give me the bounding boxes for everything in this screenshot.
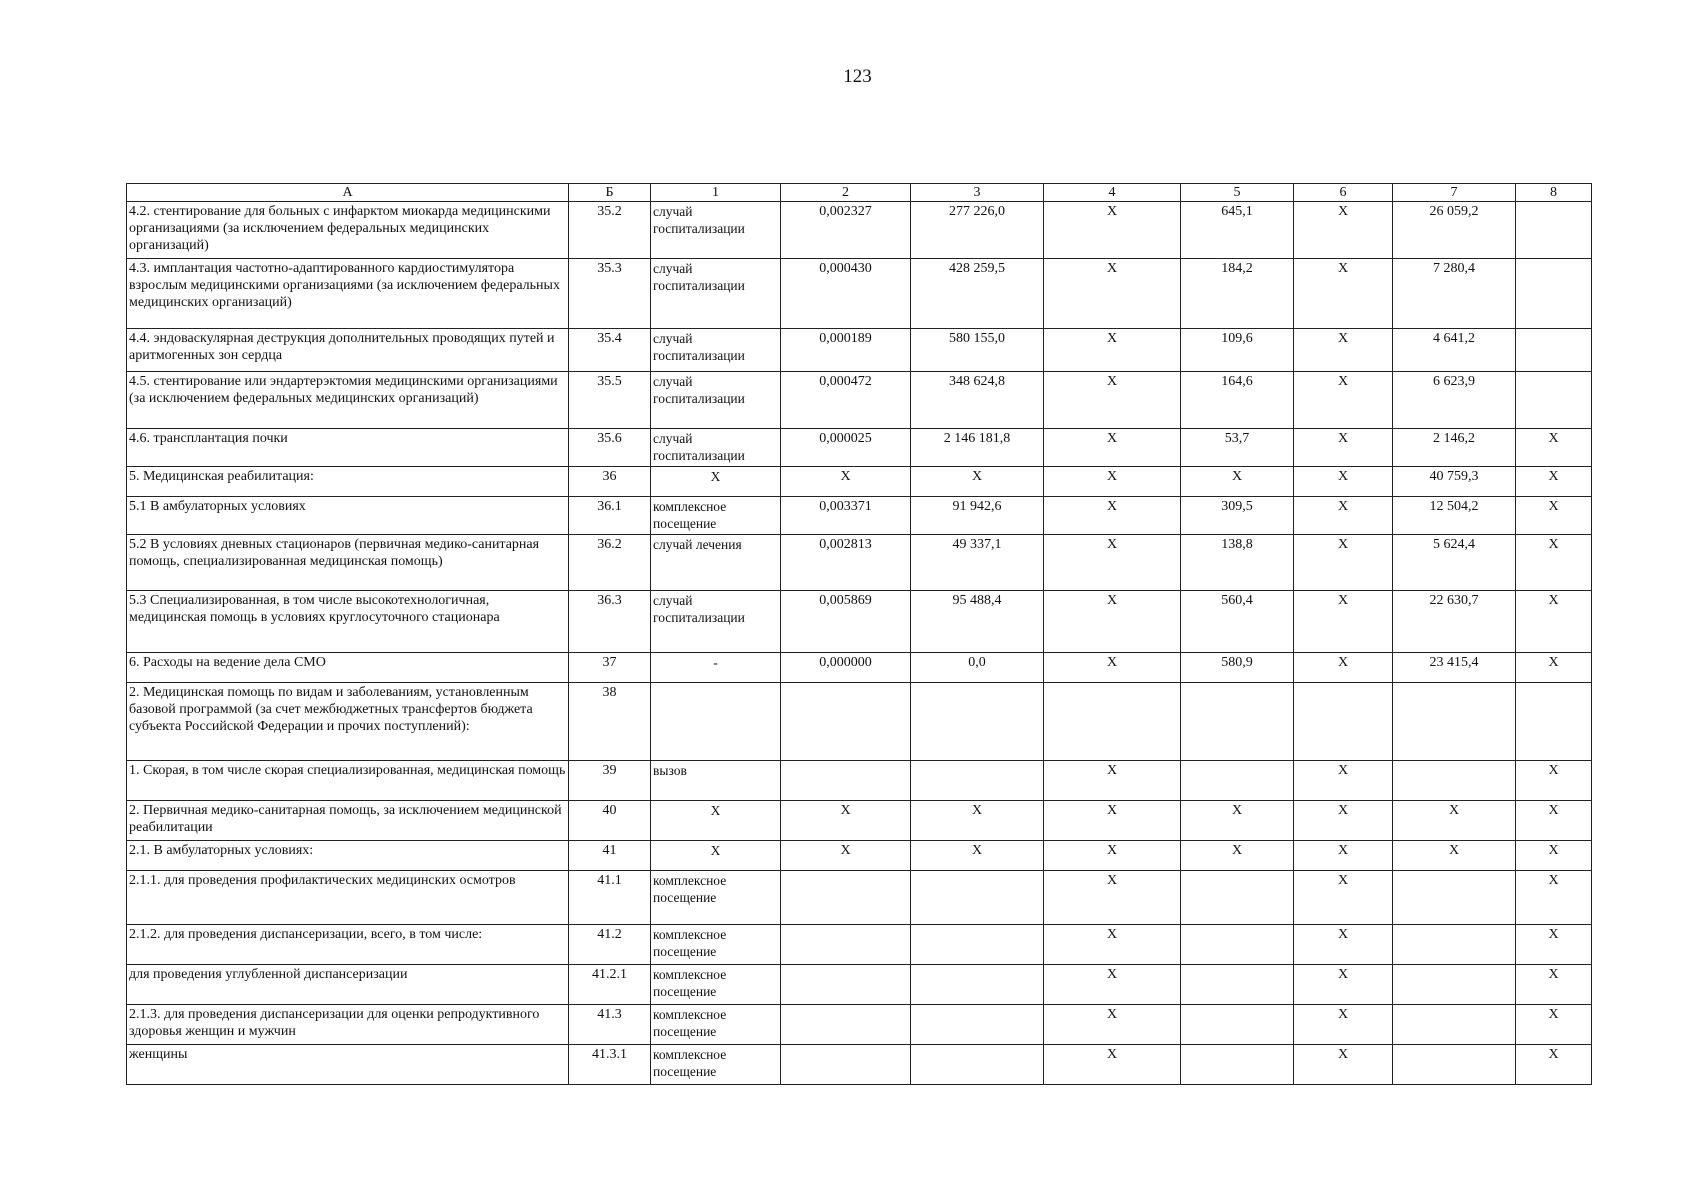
row-code-cell: 35.4	[569, 329, 651, 372]
value-cell-3	[911, 965, 1044, 1005]
value-cell-4: X	[1044, 329, 1181, 372]
row-name-cell: 4.3. имплантация частотно-адаптированного кардиостимулятора взрослым медицинскими организациями (за исключением федеральных медицинских организаций)	[127, 259, 569, 329]
value-cell-7: 23 415,4	[1393, 653, 1516, 683]
column-header: 2	[781, 184, 911, 202]
value-cell-8: X	[1516, 429, 1592, 467]
row-name-cell: 6. Расходы на ведение дела СМО	[127, 653, 569, 683]
row-name-cell: 4.6. трансплантация почки	[127, 429, 569, 467]
value-cell-2	[781, 1005, 911, 1045]
row-code-cell: 35.6	[569, 429, 651, 467]
unit-cell: случай госпитализации	[651, 259, 781, 329]
table-row	[127, 1005, 1592, 1045]
unit-cell: случай госпитализации	[651, 372, 781, 429]
value-cell-5	[1181, 761, 1294, 801]
value-cell-7: X	[1393, 841, 1516, 871]
value-cell-7: 2 146,2	[1393, 429, 1516, 467]
unit-cell: вызов	[651, 761, 781, 801]
unit-cell: комплексное посещение	[651, 497, 781, 535]
value-cell-4: X	[1044, 965, 1181, 1005]
row-code-cell: 37	[569, 653, 651, 683]
value-cell-3: 277 226,0	[911, 202, 1044, 259]
unit-cell: X	[651, 467, 781, 497]
row-name-cell: 4.5. стентирование или эндартерэктомия медицинскими организациями (за исключением федеральных медицинских организаций)	[127, 372, 569, 429]
row-code-cell: 35.2	[569, 202, 651, 259]
row-name-cell: 2.1.3. для проведения диспансеризации для оценки репродуктивного здоровья женщин и мужчин	[127, 1005, 569, 1045]
value-cell-5: 138,8	[1181, 535, 1294, 591]
value-cell-2	[781, 965, 911, 1005]
value-cell-5	[1181, 1045, 1294, 1085]
value-cell-4	[1044, 683, 1181, 761]
value-cell-4: X	[1044, 1005, 1181, 1045]
value-cell-3	[911, 871, 1044, 925]
table-row	[127, 841, 1592, 871]
value-cell-3: X	[911, 801, 1044, 841]
value-cell-8: X	[1516, 1045, 1592, 1085]
row-name-cell: 5.1 В амбулаторных условиях	[127, 497, 569, 535]
value-cell-6: X	[1294, 535, 1393, 591]
value-cell-2	[781, 871, 911, 925]
value-cell-2: 0,000000	[781, 653, 911, 683]
table-row	[127, 801, 1592, 841]
row-name-cell: 5.3 Специализированная, в том числе высокотехнологичная, медицинская помощь в условиях круглосуточного стационара	[127, 591, 569, 653]
table-row	[127, 653, 1592, 683]
value-cell-7	[1393, 683, 1516, 761]
value-cell-4: X	[1044, 801, 1181, 841]
unit-cell	[651, 683, 781, 761]
value-cell-5: 309,5	[1181, 497, 1294, 535]
value-cell-7: 22 630,7	[1393, 591, 1516, 653]
value-cell-7: 26 059,2	[1393, 202, 1516, 259]
row-name-cell: 1. Скорая, в том числе скорая специализированная, медицинская помощь	[127, 761, 569, 801]
unit-cell: комплексное посещение	[651, 1005, 781, 1045]
value-cell-6: X	[1294, 372, 1393, 429]
value-cell-5	[1181, 871, 1294, 925]
value-cell-6: X	[1294, 467, 1393, 497]
value-cell-2: 0,000025	[781, 429, 911, 467]
unit-cell: комплексное посещение	[651, 871, 781, 925]
value-cell-2	[781, 761, 911, 801]
value-cell-3: 91 942,6	[911, 497, 1044, 535]
value-cell-6: X	[1294, 202, 1393, 259]
value-cell-2: X	[781, 467, 911, 497]
table-row	[127, 591, 1592, 653]
value-cell-8: X	[1516, 761, 1592, 801]
value-cell-4: X	[1044, 591, 1181, 653]
unit-cell: случай госпитализации	[651, 329, 781, 372]
value-cell-3: 428 259,5	[911, 259, 1044, 329]
value-cell-6: X	[1294, 497, 1393, 535]
row-code-cell: 38	[569, 683, 651, 761]
row-code-cell: 41.3	[569, 1005, 651, 1045]
value-cell-8: X	[1516, 1005, 1592, 1045]
table-row	[127, 429, 1592, 467]
value-cell-7: 5 624,4	[1393, 535, 1516, 591]
value-cell-8: X	[1516, 467, 1592, 497]
value-cell-8	[1516, 202, 1592, 259]
value-cell-6: X	[1294, 329, 1393, 372]
value-cell-2: 0,002813	[781, 535, 911, 591]
value-cell-4: X	[1044, 429, 1181, 467]
row-name-cell: 4.4. эндоваскулярная деструкция дополнительных проводящих путей и аритмогенных зон сердца	[127, 329, 569, 372]
table-row	[127, 965, 1592, 1005]
value-cell-5: 53,7	[1181, 429, 1294, 467]
value-cell-3	[911, 1005, 1044, 1045]
value-cell-3: 0,0	[911, 653, 1044, 683]
value-cell-6: X	[1294, 591, 1393, 653]
value-cell-7	[1393, 1045, 1516, 1085]
table-row	[127, 467, 1592, 497]
value-cell-7: 7 280,4	[1393, 259, 1516, 329]
table-row	[127, 372, 1592, 429]
unit-cell: X	[651, 841, 781, 871]
row-code-cell: 40	[569, 801, 651, 841]
value-cell-3: 95 488,4	[911, 591, 1044, 653]
row-name-cell: 2. Медицинская помощь по видам и заболеваниям, установленным базовой программой (за счет межбюджетных трансфертов бюджета субъекта Российской Федерации и прочих поступлений):	[127, 683, 569, 761]
value-cell-2	[781, 683, 911, 761]
value-cell-7: 40 759,3	[1393, 467, 1516, 497]
value-cell-8: X	[1516, 801, 1592, 841]
value-cell-7	[1393, 1005, 1516, 1045]
value-cell-5	[1181, 965, 1294, 1005]
column-header: 1	[651, 184, 781, 202]
row-code-cell: 36	[569, 467, 651, 497]
value-cell-4: X	[1044, 372, 1181, 429]
value-cell-5: 645,1	[1181, 202, 1294, 259]
value-cell-3	[911, 925, 1044, 965]
value-cell-4: X	[1044, 761, 1181, 801]
value-cell-8: X	[1516, 591, 1592, 653]
value-cell-3: 49 337,1	[911, 535, 1044, 591]
value-cell-7: 4 641,2	[1393, 329, 1516, 372]
value-cell-2	[781, 925, 911, 965]
value-cell-6: X	[1294, 871, 1393, 925]
column-header: Б	[569, 184, 651, 202]
row-name-cell: 2. Первичная медико-санитарная помощь, за исключением медицинской реабилитации	[127, 801, 569, 841]
value-cell-5: 560,4	[1181, 591, 1294, 653]
value-cell-2: 0,000189	[781, 329, 911, 372]
table-body	[127, 202, 1592, 1085]
value-cell-8: X	[1516, 965, 1592, 1005]
row-code-cell: 41	[569, 841, 651, 871]
value-cell-6	[1294, 683, 1393, 761]
value-cell-8: X	[1516, 535, 1592, 591]
value-cell-4: X	[1044, 871, 1181, 925]
value-cell-3: X	[911, 841, 1044, 871]
value-cell-4: X	[1044, 497, 1181, 535]
row-code-cell: 41.2	[569, 925, 651, 965]
value-cell-5	[1181, 925, 1294, 965]
row-name-cell: 2.1. В амбулаторных условиях:	[127, 841, 569, 871]
column-header: 3	[911, 184, 1044, 202]
table-row	[127, 683, 1592, 761]
unit-cell: комплексное посещение	[651, 925, 781, 965]
value-cell-8: X	[1516, 925, 1592, 965]
value-cell-5: X	[1181, 467, 1294, 497]
unit-cell: -	[651, 653, 781, 683]
value-cell-4: X	[1044, 841, 1181, 871]
value-cell-8: X	[1516, 871, 1592, 925]
column-header: 5	[1181, 184, 1294, 202]
row-code-cell: 39	[569, 761, 651, 801]
row-name-cell: для проведения углубленной диспансеризации	[127, 965, 569, 1005]
row-name-cell: 2.1.2. для проведения диспансеризации, всего, в том числе:	[127, 925, 569, 965]
page-number: 123	[843, 66, 872, 87]
value-cell-3	[911, 761, 1044, 801]
value-cell-6: X	[1294, 653, 1393, 683]
table-row	[127, 761, 1592, 801]
value-cell-8	[1516, 372, 1592, 429]
value-cell-7	[1393, 761, 1516, 801]
value-cell-6: X	[1294, 965, 1393, 1005]
unit-cell: X	[651, 801, 781, 841]
row-code-cell: 41.3.1	[569, 1045, 651, 1085]
value-cell-2: 0,003371	[781, 497, 911, 535]
value-cell-2: 0,000472	[781, 372, 911, 429]
value-cell-7: 6 623,9	[1393, 372, 1516, 429]
table-row	[127, 925, 1592, 965]
table-row	[127, 1045, 1592, 1085]
value-cell-4: X	[1044, 653, 1181, 683]
value-cell-6: X	[1294, 841, 1393, 871]
value-cell-6: X	[1294, 761, 1393, 801]
value-cell-8: X	[1516, 653, 1592, 683]
value-cell-3: 348 624,8	[911, 372, 1044, 429]
unit-cell: случай госпитализации	[651, 429, 781, 467]
row-code-cell: 41.1	[569, 871, 651, 925]
row-code-cell: 36.3	[569, 591, 651, 653]
row-name-cell: 4.2. стентирование для больных с инфарктом миокарда медицинскими организациями (за исключением федеральных медицинских организаций)	[127, 202, 569, 259]
value-cell-2: 0,005869	[781, 591, 911, 653]
value-cell-5: 109,6	[1181, 329, 1294, 372]
column-header: 8	[1516, 184, 1592, 202]
value-cell-7	[1393, 871, 1516, 925]
value-cell-4: X	[1044, 925, 1181, 965]
unit-cell: случай госпитализации	[651, 202, 781, 259]
value-cell-7: 12 504,2	[1393, 497, 1516, 535]
row-code-cell: 36.1	[569, 497, 651, 535]
table-row	[127, 535, 1592, 591]
value-cell-3: X	[911, 467, 1044, 497]
table-row	[127, 329, 1592, 372]
value-cell-2: 0,000430	[781, 259, 911, 329]
table-row	[127, 202, 1592, 259]
value-cell-4: X	[1044, 202, 1181, 259]
value-cell-2: 0,002327	[781, 202, 911, 259]
column-header: 6	[1294, 184, 1393, 202]
value-cell-6: X	[1294, 429, 1393, 467]
value-cell-4: X	[1044, 535, 1181, 591]
value-cell-7	[1393, 965, 1516, 1005]
value-cell-3: 2 146 181,8	[911, 429, 1044, 467]
value-cell-5: 580,9	[1181, 653, 1294, 683]
value-cell-5: X	[1181, 801, 1294, 841]
value-cell-5	[1181, 683, 1294, 761]
row-code-cell: 35.3	[569, 259, 651, 329]
value-cell-5: X	[1181, 841, 1294, 871]
table-row	[127, 259, 1592, 329]
row-name-cell: 5. Медицинская реабилитация:	[127, 467, 569, 497]
value-cell-4: X	[1044, 467, 1181, 497]
value-cell-8	[1516, 683, 1592, 761]
value-cell-2	[781, 1045, 911, 1085]
row-code-cell: 41.2.1	[569, 965, 651, 1005]
value-cell-6: X	[1294, 259, 1393, 329]
value-cell-5: 184,2	[1181, 259, 1294, 329]
value-cell-3: 580 155,0	[911, 329, 1044, 372]
value-cell-7: X	[1393, 801, 1516, 841]
value-cell-8: X	[1516, 841, 1592, 871]
value-cell-8	[1516, 259, 1592, 329]
value-cell-3	[911, 1045, 1044, 1085]
value-cell-4: X	[1044, 259, 1181, 329]
unit-cell: комплексное посещение	[651, 965, 781, 1005]
value-cell-8	[1516, 329, 1592, 372]
value-cell-8: X	[1516, 497, 1592, 535]
column-header: А	[127, 184, 569, 202]
value-cell-6: X	[1294, 925, 1393, 965]
row-code-cell: 36.2	[569, 535, 651, 591]
value-cell-5: 164,6	[1181, 372, 1294, 429]
value-cell-3	[911, 683, 1044, 761]
value-cell-4: X	[1044, 1045, 1181, 1085]
row-name-cell: 2.1.1. для проведения профилактических медицинских осмотров	[127, 871, 569, 925]
column-header: 4	[1044, 184, 1181, 202]
table-row	[127, 497, 1592, 535]
value-cell-6: X	[1294, 1045, 1393, 1085]
value-cell-6: X	[1294, 1005, 1393, 1045]
value-cell-6: X	[1294, 801, 1393, 841]
table-header-row	[127, 184, 1592, 202]
value-cell-2: X	[781, 801, 911, 841]
unit-cell: комплексное посещение	[651, 1045, 781, 1085]
row-name-cell: женщины	[127, 1045, 569, 1085]
unit-cell: случай лечения	[651, 535, 781, 591]
value-cell-7	[1393, 925, 1516, 965]
row-name-cell: 5.2 В условиях дневных стационаров (первичная медико-санитарная помощь, специализированная медицинская помощь)	[127, 535, 569, 591]
column-header: 7	[1393, 184, 1516, 202]
value-cell-2: X	[781, 841, 911, 871]
value-cell-5	[1181, 1005, 1294, 1045]
data-table	[126, 183, 1592, 1085]
row-code-cell: 35.5	[569, 372, 651, 429]
unit-cell: случай госпитализации	[651, 591, 781, 653]
table-row	[127, 871, 1592, 925]
